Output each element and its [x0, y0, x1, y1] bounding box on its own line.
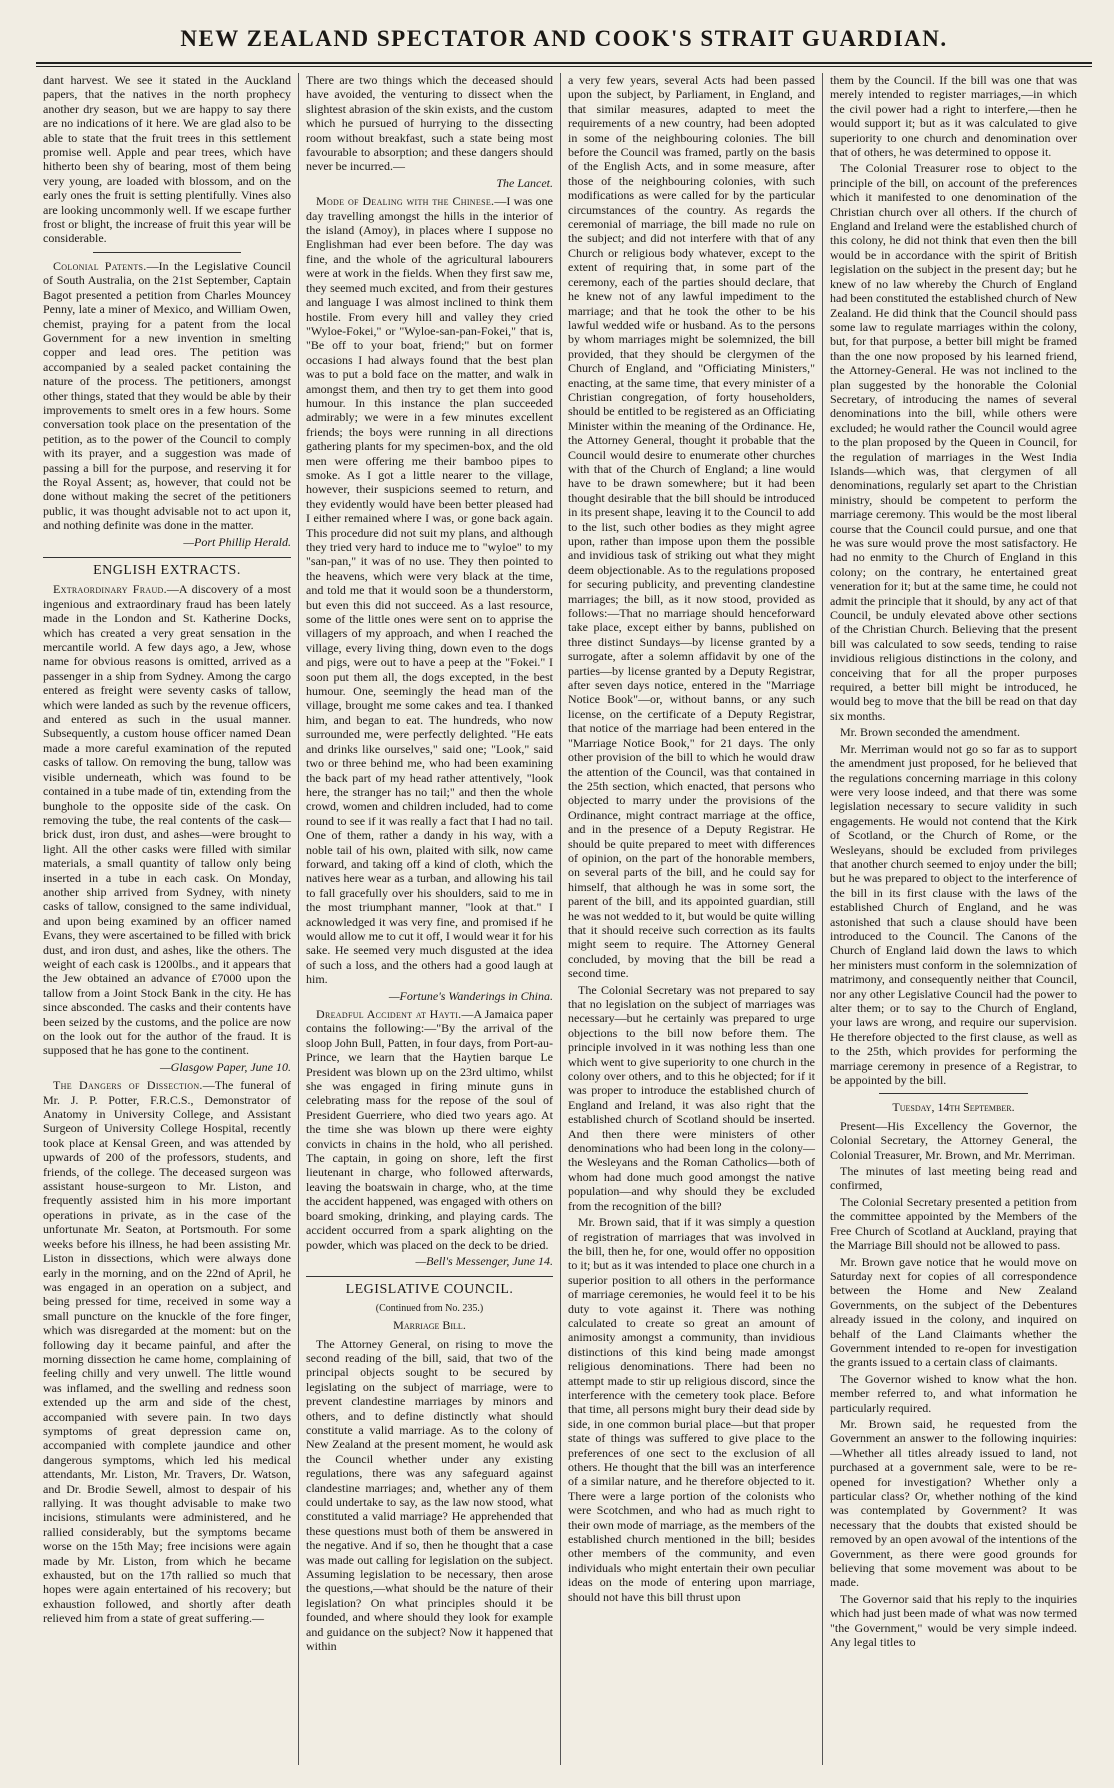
masthead: NEW ZEALAND SPECTATOR AND COOK'S STRAIT GUARDIAN. — [180, 26, 948, 51]
article-dissection — [43, 1078, 291, 1625]
article-title: The Dangers of Dissection. — [53, 1078, 203, 1093]
paragraph: The Colonial Treasurer rose to object to the principle of the bill, on account of the preferences which it manifested to one denomination of the Christian church over all others. If the church of England and Ireland were the established church of this colony, he did not think that even then the bill would be in accordance with the spirit of British legislation on the subject in the present day; but he knew of no law whereby the Church of England had been constituted the established church of New Zealand. He did think that the Council should pass some law to regulate marriages within the colony, but, for that purpose, a better bill might be framed than the one now proposed by his learned friend, the Attorney-General. He was not inclined to the plan suggested by the honorable the Colonial Secretary, of introducing the names of several denominations into the bill, while others were excluded; he would rather the Council would agree to the plan proposed by the Queen in Council, for the regulation of marriages in the West India Islands—which was, that clergymen of all denominations, regularly set apart to the Christian ministry, should be competent to perform the marriage ceremony. This would be the most liberal course that the Council could pursue, and one that he was sure would prove the most satisfactory. He had no enmity to the Church of England in this colony; on the contrary, he entertained great veneration for it; but at the same time, he could not admit the principle that it should, by any act of that Council, be unduly elevated above other sections of the Christian Church. Believing that the present bill was calculated to sow seeds, tending to raise invidious religious distinctions in the colony, and conceiving that for all the proper purposes required, a better bill might be introduced, he would beg to move that the bill be read on that day six months. — [830, 161, 1077, 723]
paragraph: Present—His Excellency the Governor, the Colonial Secretary, the Attorney General, the Colonial Treasurer, Mr. Brown, and Mr. Merriman. — [830, 1118, 1077, 1162]
subheading: Marriage Bill. — [393, 1318, 466, 1333]
paragraph: Mr. Brown seconded the amendment. — [840, 725, 1020, 740]
article-body: —The funeral of Mr. J. P. Potter, F.R.C.S., Demonstrator of Anatomy in University College, and Assistant Surgeon of University College Hospital, recently took place at Kensal Green, and was attended by upwards of 200 of the professors, students, and friends, of the college. The deceased surgeon was assistant house-surgeon to Mr. Liston, and frequently assisted him in his more important operations in private, as in the case of the unfortunate Mr. Seaton, at Portsmouth. For some weeks before his illness, he had been assisting Mr. Liston in dissections, which were always done early in the morning, and on the 22nd of April, he was engaged in an operation on a subject, and being pressed for time, received in some way a small puncture on the knuckle of the fore finger, which was disregarded at the moment: but on the following day it became painful, and after the morning dissection he came home, complaining of feeling chilly and very unwell. The little wound was inflamed, and the swelling and redness soon extended up the arm and side of the chest, accompanied with severe pain. In two days symptoms of great depression came on, accompanied with complete jaundice and other dangerous symptoms, which led his medical attendants, Mr. Liston, Mr. Travers, Dr. Watson, and Dr. Brodie Sewell, almost to despair of his rallying. It was thought advisable to make two incisions, stimulants were administered, and he rallied considerably, but the symptoms became worse on the 15th May; free incisions were again made by Mr. Liston, from which he became exhausted, but on the 17th rallied so much that hopes were again entertained of his recovery; but exhaustion followed, and shortly after death relieved him from a state of great suffering.— — [43, 1078, 291, 1626]
source-citation: —Bell's Messenger, June 14. — [415, 1253, 553, 1268]
article-body: —A Jamaica paper contains the following:—"By the arrival of the sloop John Bull, Patten, in four days, from Port-au-Prince, we learn that the Haytien barque Le President was blown up on the 23rd ultimo, whilst she was engaged in firing minute guns in celebrating mass for the repose of the soul of President Guerriere, who died two years ago. At the time she was blown up there were eighty convicts in chains in the hold, who all perished. The captain, in going on shore, left the first lieutenant in charge, who followed afterwards, leaving the boatswain in charge, who, at the time the accident happened, was engaged with others on board smoking, drinking, and playing cards. The accident occurred from a spark alighting on the powder, which was placed on the deck to be dried. — [306, 1007, 554, 1252]
article-patents — [43, 259, 291, 533]
paragraph: The Colonial Secretary presented a petition from the committee appointed by the Members of the Free Church of Scotland at Auckland, praying that the Marriage Bill should not be allowed to pass. — [830, 1194, 1077, 1253]
source-citation: —Glasgow Paper, June 10. — [160, 1059, 291, 1074]
source-citation: —Port Phillip Herald. — [183, 534, 291, 549]
paragraph: There are two things which the deceased should have avoided, the venturing to dissect when the slightest abrasion of the skin exists, and the custom which he pursued of hurrying to the dissecting room without breakfast, such a state being most favourable to absorption; and these dangers should never be incurred.— — [306, 73, 553, 174]
continuation-note: (Continued from No. 235.) — [375, 1302, 484, 1314]
source-citation: —Fortune's Wanderings in China. — [388, 988, 553, 1003]
article-body: —A discovery of a most ingenious and extraordinary fraud has been lately made in the London and St. Katherine Docks, which has created a very great sensation in the mercantile world. A few days ago, a Jew, whose name for obvious reasons is omitted, arrived as a passenger in a ship from Sydney. Among the cargo entered as freight were seventy casks of tallow, which were landed as such by the revenue officers, and entered as such in the usual manner. Subsequently, a custom house officer named Dean made a more careful examination of the reputed casks of tallow. On removing the bung, tallow was visible underneath, which was found to be contained in a tube made of tin, extending from the bunghole to the opposite side of the cask. On removing the tube, the real contents of the cask—brick dust, iron dust, and ashes—were brought to light. All the other casks were filled with similar materials, a small quantity of tallow only being inserted in a tube in each cask. On Monday, another ship arrived from Sydney, with ninety casks of tallow, consigned to the same individual, and upon being examined by an officer named Evans, they were ascertained to be filled with brick dust, and iron dust, and ashes, like the others. The weight of each cask is 1200lbs., and it appears that the Jew obtained an advance of £7000 upon the tallow from a Joint Stock Bank in the city. He has since absconded. The casks and their contents have been seized by the customs, and the police are now on the look out for the author of the fraud. It is supposed that he has gone to the continent. — [43, 582, 291, 1058]
paragraph: Mr. Brown gave notice that he would move on Saturday next for copies of all correspondence between the Home and New Zealand Governments, on the subject of the Debentures already issued in the colony, and inquired on behalf of the Land Claimants whether the Government intended to re-open for investigation the grants issued to a certain class of claimants. — [830, 1254, 1077, 1370]
article-hayti — [306, 1007, 553, 1252]
divider — [93, 252, 242, 253]
section-heading: LEGISLATIVE COUNCIL. — [306, 1276, 553, 1297]
date-heading: Tuesday, 14th September. — [892, 1100, 1015, 1115]
columns — [36, 73, 1092, 1765]
column-1 — [36, 73, 298, 1765]
section-heading: ENGLISH EXTRACTS. — [43, 557, 291, 578]
article-fraud — [43, 582, 291, 1057]
paragraph: The Attorney General, on rising to move the second reading of the bill, said, that two of the principal objects sought to be secured by legislating on the subject of marriage, were to prevent clandestine marriages by minors and others, and to define distinctly what should constitute a valid marriage. As to the colony of New Zealand at the present moment, he would ask the Council whether under any existing regulations, there was any safeguard against clandestine marriages; and, whether any of them could undertake to say, as the law now stood, what constituted a valid marriage? He apprehended that these questions must both of them be answered in the negative. And if so, then he thought that a case was made out calling for legislation on the subject. Assuming legislation to be necessary, then arose the questions,—what should be the nature of their legislation? On what principles should it be founded, and where should they look for example and guidance on the subject? Now it happened that within — [306, 1336, 553, 1654]
column-2 — [298, 73, 560, 1765]
article-body: —I was one day travelling amongst the hills in the interior of the island (Amoy), in places where I suppose no Englishman had ever been before. The day was fine, and the whole of the agricultural labourers were at work in the fields. When they first saw me, they seemed much excited, and from their gestures and language I was almost inclined to think them hostile. From every hill and valley they cried "Wyloe-Fokei," or "Wyloe-san-pan-Fokei," that is, "Be off to your boat, friend;" but on former occasions I had always found that the best plan was to put a bold face on the matter, and walk in amongst them, and then try to get them into good humour. In this instance the plan succeeded admirably; we were in a few minutes excellent friends; the boys were running in all directions gathering plants for my specimen-box, and the old men were offering me their bamboo pipes to smoke. As I got a little nearer to the village, however, their suspicions seemed to return, and they evidently would have been better pleased had I either remained where I was, or gone back again. This procedure did not suit my plans, and although they tried very hard to induce me to "wyloe" to my "san-pan," it was of no use. They then pointed to the heavens, which were very black at the time, and told me that it would soon be a thunderstorm, but even this did not succeed. As a last resource, some of the little ones were sent on to apprise the villagers of my approach, and when I reached the village, every living thing, down even to the dogs and pigs, were out to have a peep at the "Fokei." I soon put them all, the dogs excepted, in the best humour. One, seemingly the head man of the village, brought me some cakes and tea. I thanked him, and began to eat. The hundreds, who now surrounded me, were perfectly delighted. "He eats and drinks like ourselves," said one; "Look," said two or three behind me, who had been examining the back part of my head rather attentively, "look here, the stranger has no tail;" and then the whole crowd, women and children included, had to come round to see if it was really a fact that I had no tail. One of them, rather a dandy in his way, with a noble tail of his own, plaited with silk, now came forward, and taking off a kind of cloth, which the natives here wear as a turban, and allowing his tail to fall gracefully over his shoulders, said to me in the most triumphant manner, "look at that." I acknowledged it was very fine, and promised if he would allow me to cut it off, I would wear it for his sake. He seemed very much disgusted at the idea of such a loss, and the others had a good laugh at him. — [306, 194, 553, 987]
article-title: Colonial Patents. — [53, 258, 147, 273]
paragraph: Mr. Merriman would not go so far as to support the amendment just proposed, for he believed that the regulations concerning marriage in this colony were very loose indeed, and that there was some legislation necessary to secure validity in such engagements. He would not contend that the Kirk of Scotland, or the Church of Rome, or the Wesleyans, should be excluded from privileges that another church seemed to enjoy under the bill; but he was prepared to object to the interference of the bill in its first clause with the laws of the established Church of England, and he was astonished that such a clause should have been introduced to the Council. The Canons of the Church of England laid down the laws to which her ministers must conform in the solemnization of matrimony, and consequently neither that Council, nor any other Legislative Council had the power to alter them; or to say to the Church of England, your laws are wrong, and require our supervision. He therefore objected to the first clause, as well as to the 25th, which provides for performing the marriage ceremony in presence of a Registrar, to be appointed by the bill. — [830, 741, 1077, 1088]
source-citation: The Lancet. — [496, 175, 553, 190]
paragraph: them by the Council. If the bill was one that was merely intended to register marriages,—in which the civil power had a right to interfere,—then he would support it; but as it was calculated to give superiority to one church and denomination over that of others, he was determined to oppose it. — [830, 73, 1077, 160]
article-title: Mode of Dealing with the Chinese. — [316, 194, 495, 209]
column-3 — [560, 73, 822, 1765]
masthead-rule-thin — [36, 66, 1092, 67]
masthead-rule — [36, 62, 1092, 64]
paragraph: The Colonial Secretary was not prepared to say that no legislation on the subject of marriages was necessary—but he certainly was prepared to urge objections to the bill now before them. The principle involved in it was nothing less than one which went to give superiority to one church in the colony over others, and to this he objected; for if it was proper to introduce the established church of England and Ireland, it was also right that the established church of Scotland should be inserted. And then there were ministers of other denominations who had been long in the colony—the Wesleyans and the Roman Catholics—both of whom had done much good amongst the native population—and why should they be excluded from the recognition of the bill? — [568, 982, 815, 1213]
paragraph: The Governor said that his reply to the inquiries which had just been made of what was now termed "the Government," would be very simple indeed. Any legal titles to — [830, 1591, 1077, 1650]
paragraph: The Governor wished to know what the hon. member referred to, and what information he particularly required. — [830, 1371, 1077, 1415]
paragraph: dant harvest. We see it stated in the Auckland papers, that the natives in the north prophecy another dry season, but we are happy to say there are no indications of it here. We are glad also to be able to state that the fruit trees in this settlement promise well. Apple and pear trees, which have hitherto been shy of bearing, most of them being very young, are loaded with blossom, and on the early ones the fruit is setting plentifully. Vines also are looking uncommonly well. If we escape further frost or blight, the increase of fruit this year will be considerable. — [43, 73, 291, 246]
paragraph: Mr. Brown said, that if it was simply a question of registration of marriages that was involved in the bill, then he, for one, would offer no opposition to it; but as it was intended to place one church in a superior position to all others in the performance of marriage ceremonies, he would feel it to be his duty to vote against it. There was nothing calculated to create so great an amount of animosity amongst a community, than invidious distinctions of this kind being made amongst religious denominations. There had been no attempt made to stir up religious discord, since the interference with the cemetery took place. Before that time, all persons might bury their dead side by side, in one common burial place—but that proper state of things was suffered to give place to the preferences of one sect to the exclusion of all others. He thought that the bill was an interference of a similar nature, and he therefore objected to it. There were a large portion of the colonists who were Scotchmen, and who had as much right to their own mode of marriage, as the members of the established church mentioned in the bill; besides other members of the community, and even individuals who might entertain their own peculiar ideas on the mode of entering upon marriage, should not have this bill thrust upon — [568, 1215, 815, 1604]
article-body: —In the Legislative Council of South Australia, on the 21st September, Captain Bagot presented a petition from Charles Mouncey Penny, late a miner of Mexico, and William Owen, chemist, praying for a patent from the local Government for a new invention in smelting copper and lead ores. The petition was accompanied by a sealed packet containing the nature of the process. The petitioners, amongst other things, stated that they would be able by their improvements to smelt ores in a few hours. Some conversation took place on the presentation of the petition, as to the power of the Council to comply with its prayer, and a suggestion was made of passing a bill for the purpose, and reserving it for the Royal Assent; as, however, that could not be done without making the secret of the petitioners public, it was thought advisable not to act upon it, and nothing definite was done in the matter. — [43, 258, 292, 533]
paragraph: The minutes of last meeting being read and confirmed, — [830, 1164, 1077, 1193]
article-title: Dreadful Accident at Hayti. — [316, 1007, 462, 1021]
paragraph: Mr. Brown said, he requested from the Government an answer to the following inquiries:—Whether all titles already issued to land, not purchased at a government sale, were to be re-opened for investigation? Whether only a particular class? Or, whether nothing of the kind was contemplated by Government? It was necessary that the doubts that existed should be removed by an open avowal of the intentions of the Government, as there were good grounds for believing that some movement was about to be made. — [830, 1416, 1077, 1590]
column-4 — [822, 73, 1084, 1765]
article-title: Extraordinary Fraud. — [53, 582, 167, 597]
divider — [879, 1093, 1027, 1094]
article-chinese — [306, 194, 553, 986]
paragraph: a very few years, several Acts had been passed upon the subject, by Parliament, in England, and that similar measures, adapted to meet the requirements of a new country, had been adopted in some of the neighbouring colonies. The bill before the Council was framed, partly on the basis of the English Acts, and in some measure, after those of the neighbouring colonies, with such modifications as were called for by the particular circumstances of the country. As regards the ceremonial of marriage, the bill made no rule on the subject; and did not interfere with that of any Church or religious body whatever, except to the extent of requiring that, in some part of the ceremony, each of the parties should declare, that he knew not of any lawful impediment to the marriage; and that he took the other to be his lawful wedded wife or husband. As to the persons by whom marriages might be solemnized, the bill provided, that they should be clergymen of the Church of England, and "Officiating Ministers," enacting, at the same time, that every minister of a Christian congregation, of forty householders, should be entitled to be registered as an Officiating Minister within the meaning of the Ordinance. He, the Attorney General, thought it probable that the Council would desire to enumerate other churches with that of the Church of England; a line would have to be drawn somewhere; but it had been thought desirable that the bill should be introduced in its present shape, leaving it to the Council to add to the list, such other bodies as they might agree upon, rather than impose upon them the possible and invidious task of striking out what they might deem objectionable. As to the regulations proposed for securing publicity, and preventing clandestine marriages; the bill, as it now stood, provided as follows:—That no marriage should henceforward take place, except either by banns, published on three distinct Sundays—by license granted by a surrogate, after a solemn affidavit by one of the parties—by license granted by a Deputy Registrar, after seven days notice, entered in the "Marriage Notice Book"—or, without banns, or any such license, on the certificate of a Deputy Registrar, that notice of the marriage had been entered in the "Marriage Notice Book," for 21 days. The only other provision of the bill to which he would draw the attention of the Council, was that contained in the 25th section, which enacted, that persons who objected to marry under the provisions of the Ordinance, might contract marriage at the office, and in the presence of a Deputy Registrar. He should be quite prepared to meet with differences of opinion, on the part of the honorable members, on several parts of the bill, and he could say for himself, that although he was in some sort, the parent of the bill, and its appointed guardian, still he was not wedded to it, but would be quite willing that it should receive such correction as its faults might seem to require. The Attorney General concluded, by moving that the bill be read a second time. — [568, 73, 815, 981]
